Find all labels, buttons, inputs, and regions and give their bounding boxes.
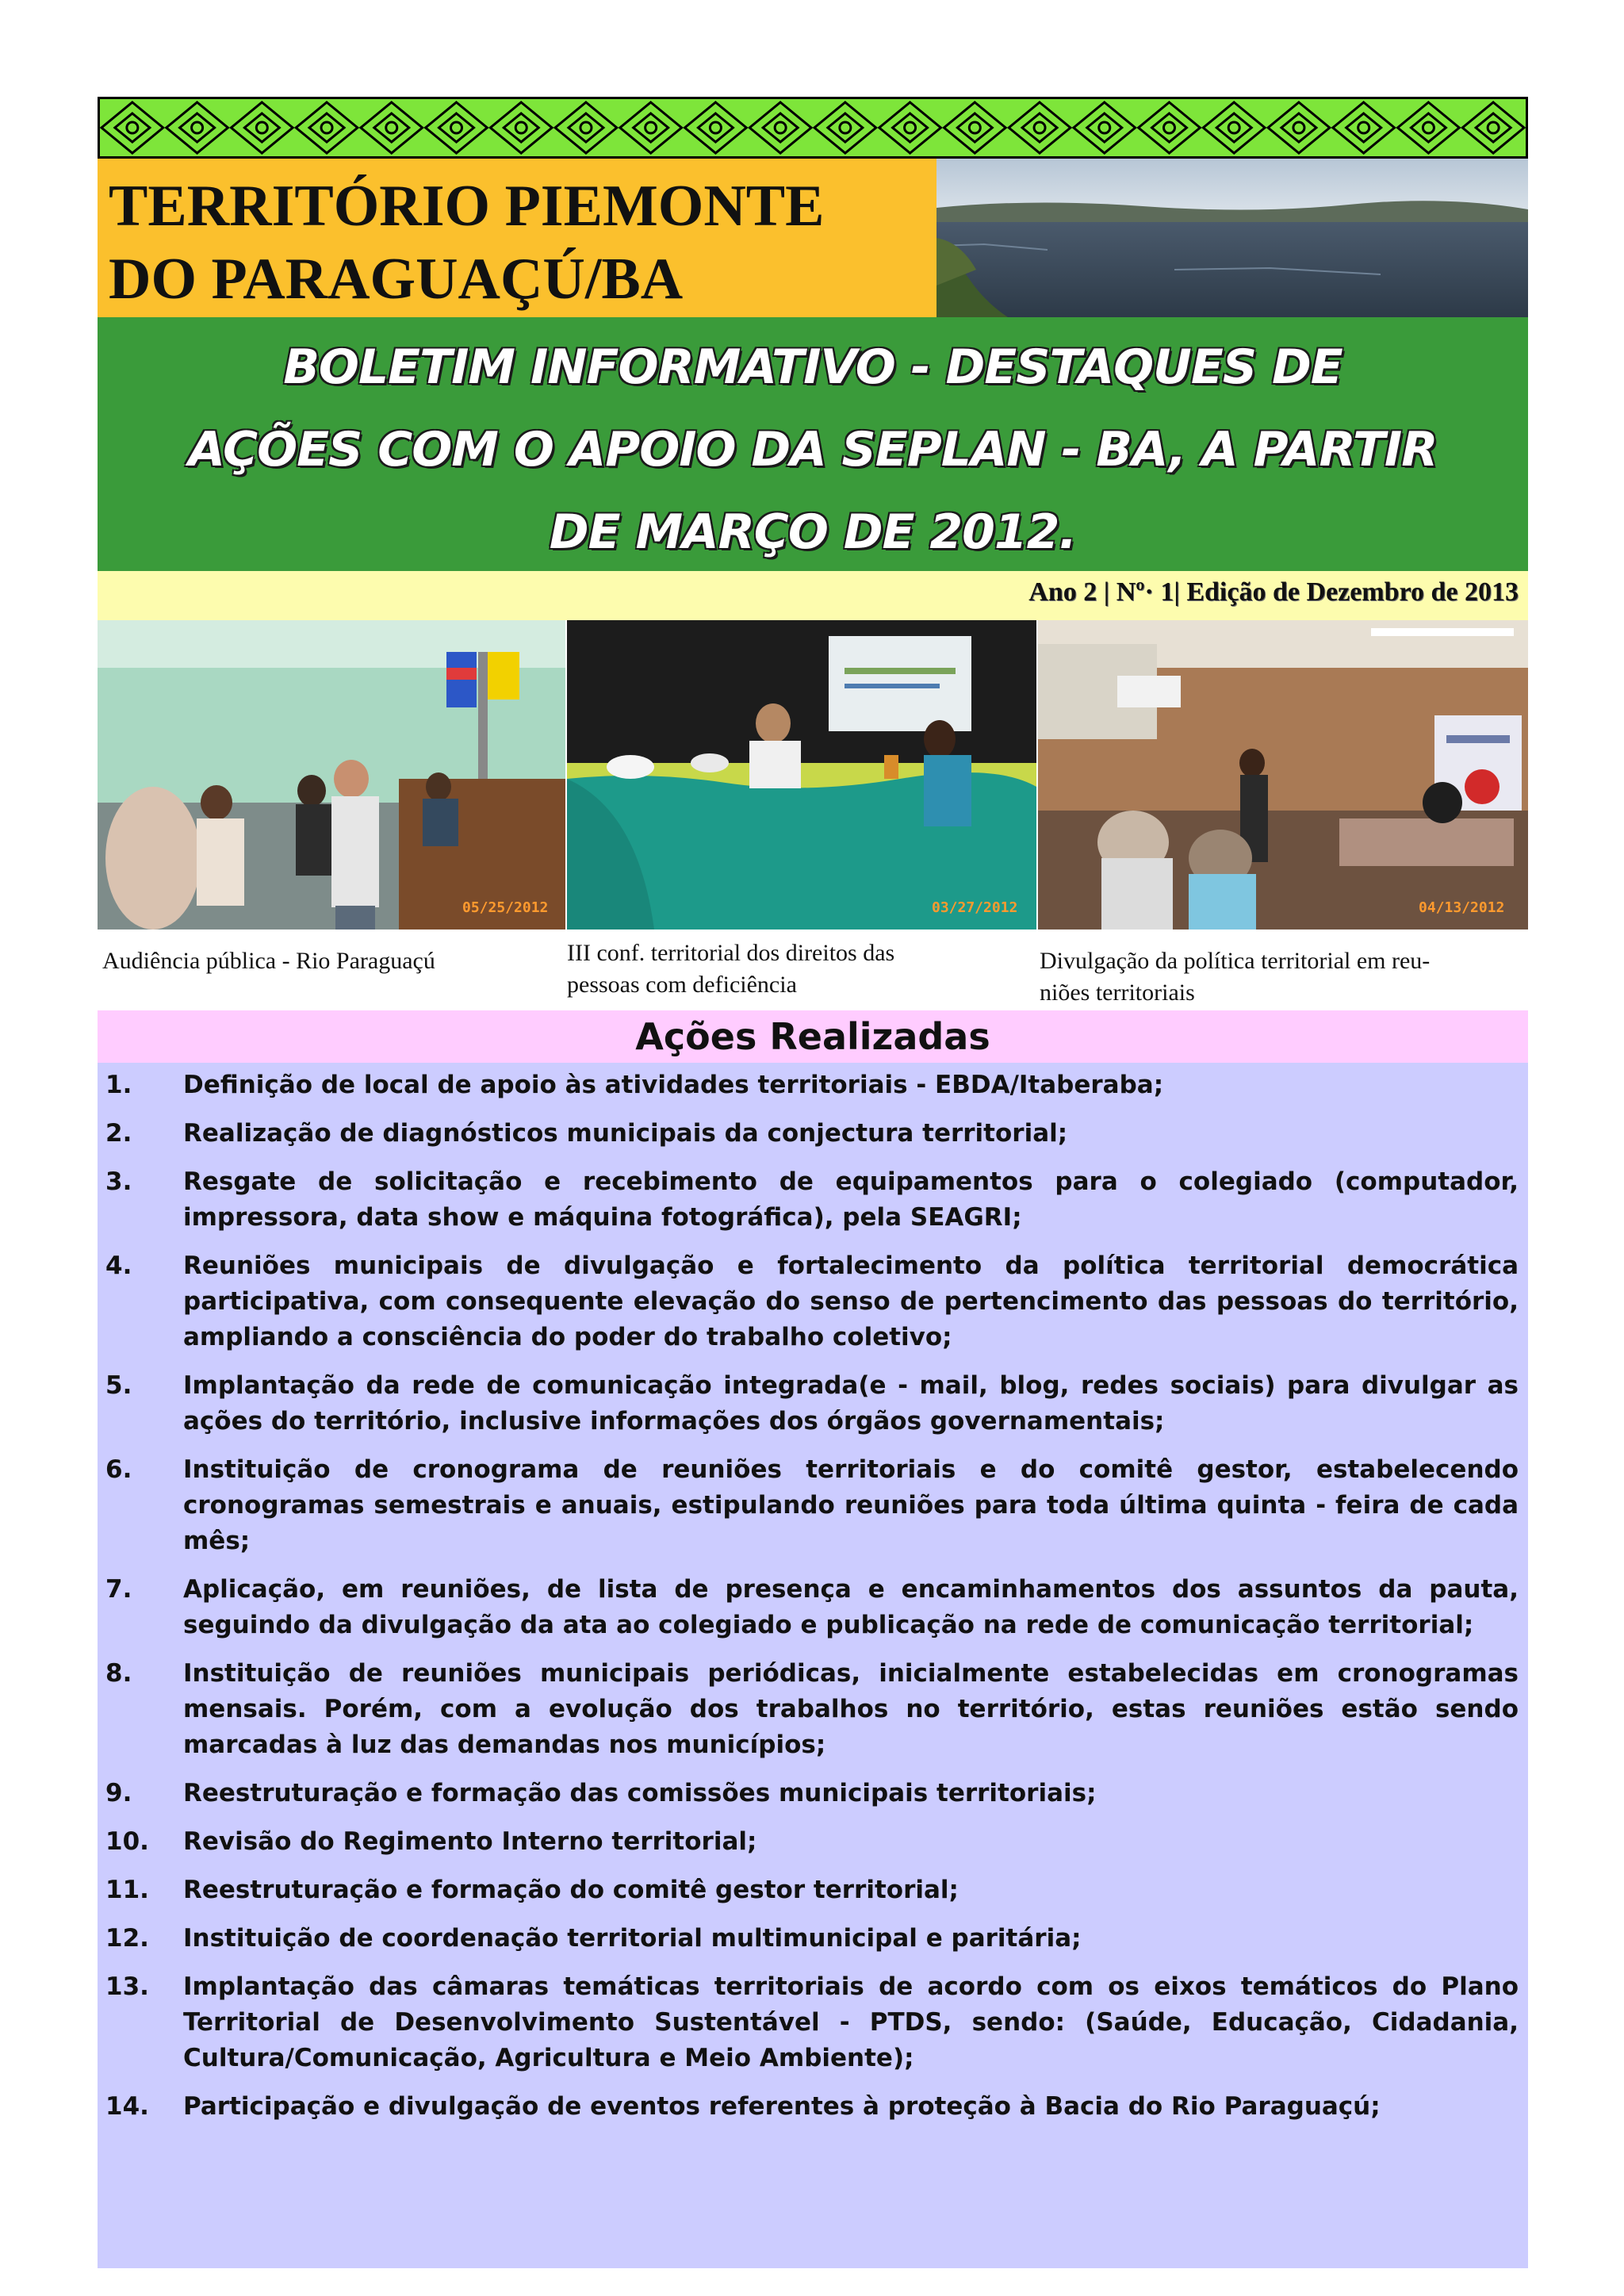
action-number: 1. [105, 1071, 132, 1099]
action-item [98, 1368, 1528, 1439]
action-number: 4. [105, 1251, 132, 1280]
action-text: Revisão do Regimento Interno territorial; [183, 1827, 757, 1856]
action-item [98, 1068, 1528, 1103]
action-text: Aplicação, em reuniões, de lista de presença e encaminhamentos dos assuntos da pauta, seguindo da divulgação da ata ao colegiado e publicação na rede de comunicação territorial; [183, 1575, 1519, 1639]
caption-2: III conf. territorial dos direitos das pessoas com deficiência [567, 940, 895, 998]
action-number: 12. [105, 1924, 149, 1953]
action-text: Instituição de coordenação territorial multimunicipal e paritária; [183, 1924, 1082, 1953]
action-number: 8. [105, 1659, 132, 1688]
action-item [98, 1969, 1528, 2076]
action-item [98, 1248, 1528, 1355]
action-text: Reestruturação e formação do comitê gestor territorial; [183, 1876, 959, 1904]
actions-list [98, 1068, 1528, 2137]
action-number: 7. [105, 1575, 132, 1604]
photo-timestamp: 04/13/2012 [1419, 899, 1505, 916]
title-box [98, 159, 936, 317]
action-item [98, 2089, 1528, 2125]
action-item [98, 1872, 1528, 1908]
action-text: Instituição de reuniões municipais periódicas, inicialmente estabelecidas em cronogramas mensais. Porém, com a evolução dos trabalhos no território, estas reuniões estão sendo marcadas à luz das demandas nos municípios; [183, 1659, 1519, 1759]
actions-panel [98, 1063, 1528, 2268]
action-number: 13. [105, 1972, 149, 2001]
bulletin-banner [98, 317, 1528, 571]
action-text: Definição de local de apoio às atividades territoriais - EBDA/Itaberaba; [183, 1071, 1164, 1099]
action-number: 9. [105, 1779, 132, 1807]
action-item [98, 1572, 1528, 1643]
banner-line-2: AÇÕES COM O APOIO DA SEPLAN - BA, A PARTIR [188, 422, 1438, 477]
caption-3: Divulgação da política territorial em reu- niões territoriais [1040, 948, 1431, 1006]
photo-timestamp: 03/27/2012 [932, 899, 1018, 916]
photo-territorial-meeting [1038, 620, 1528, 930]
action-number: 5. [105, 1371, 132, 1400]
action-item [98, 1824, 1528, 1860]
caption-1: Audiência pública - Rio Paraguaçú [102, 948, 435, 974]
action-text: Participação e divulgação de eventos referentes à proteção à Bacia do Rio Paraguaçú; [183, 2092, 1381, 2121]
action-item [98, 1656, 1528, 1763]
banner-line-3: DE MARÇO DE 2012. [549, 504, 1077, 560]
action-item [98, 1116, 1528, 1152]
photo-gallery [98, 620, 1528, 930]
action-item [98, 1164, 1528, 1236]
photo-conference [567, 620, 1036, 930]
action-text: Reuniões municipais de divulgação e fortalecimento da política territorial democrática participativa, com consequente elevação do senso de pertencimento das pessoas do território, ampliando a consciência do poder do trabalho coletivo; [183, 1251, 1519, 1351]
action-text: Implantação das câmaras temáticas territoriais de acordo com os eixos temáticos do Plano Territorial de Desenvolvimento Sustentável - PTDS, sendo: (Saúde, Educação, Cidadania, Cultura/Comunicação, Agricultura e Meio Ambiente); [183, 1972, 1519, 2072]
lake-photo [936, 159, 1528, 317]
banner-line-1: BOLETIM INFORMATIVO - DESTAQUES DE [283, 339, 1342, 395]
action-text: Implantação da rede de comunicação integrada(e - mail, blog, redes sociais) para divulgar as ações do território, inclusive informações dos órgãos governamentais; [183, 1371, 1519, 1435]
action-item [98, 1776, 1528, 1811]
photo-timestamp: 05/25/2012 [462, 899, 549, 916]
edition-band [98, 571, 1528, 620]
action-number: 3. [105, 1167, 132, 1196]
action-text: Resgate de solicitação e recebimento de equipamentos para o colegiado (computador, impressora, data show e máquina fotográfica), pela SEAGRI; [183, 1167, 1519, 1232]
action-number: 10. [105, 1827, 149, 1856]
action-number: 6. [105, 1455, 132, 1484]
action-number: 2. [105, 1119, 132, 1148]
action-number: 14. [105, 2092, 149, 2121]
action-text: Reestruturação e formação das comissões municipais territoriais; [183, 1779, 1097, 1807]
page-title [109, 170, 825, 316]
diamond-pattern-icon [100, 99, 1526, 156]
decorative-border-strip [98, 97, 1528, 159]
action-text: Realização de diagnósticos municipais da conjectura territorial; [183, 1119, 1068, 1148]
actions-heading: Ações Realizadas [98, 1010, 1528, 1063]
action-number: 11. [105, 1876, 149, 1904]
photo-public-hearing [98, 620, 565, 930]
action-item [98, 1921, 1528, 1957]
action-item [98, 1452, 1528, 1559]
action-text: Instituição de cronograma de reuniões territoriais e do comitê gestor, estabelecendo cronogramas semestrais e anuais, estipulando reuniões para toda última quinta - feira de cada mês; [183, 1455, 1519, 1555]
edition-info: Ano 2 | Nº· 1| Edição de Dezembro de 2013 [1028, 577, 1519, 607]
title-line-1: TERRITÓRIO PIEMONTE [109, 174, 825, 239]
title-line-2: DO PARAGUAÇÚ/BA [109, 247, 684, 312]
